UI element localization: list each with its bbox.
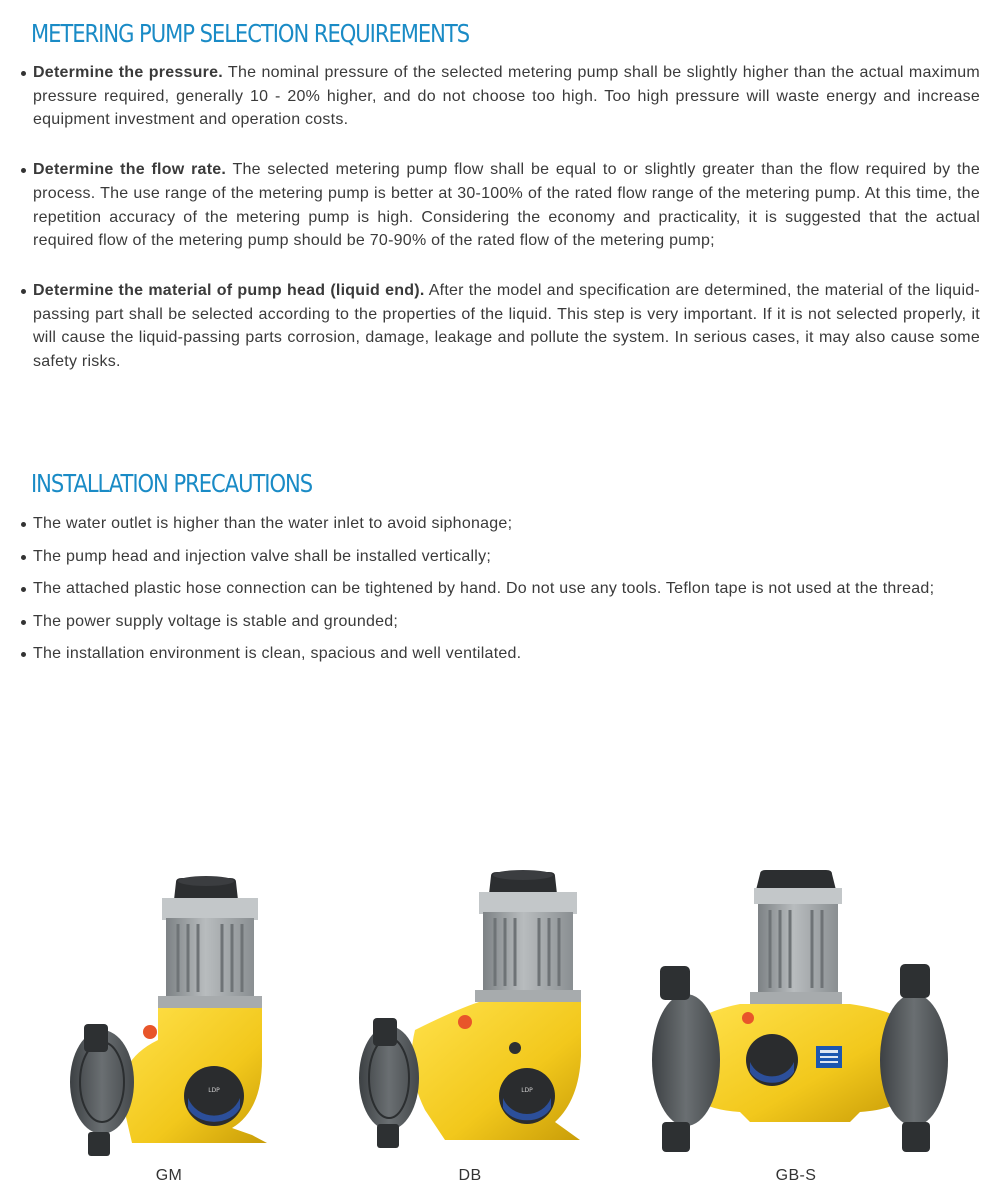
list-item-text: After the model and specification are determined, the material of the liquid-passing part shall be selected according to the properties of the liquid. This step is very important. If it is not selected properly, it will cause the liquid-passing parts corrosion, damage, leakage and pollute the system. In serious cases, it may also cause some safety risks.: [33, 281, 980, 371]
selection-requirements-list: [33, 61, 980, 400]
list-item-text: The selected metering pump flow shall be equal to or slightly greater than the flow required by the process. The use range of the metering pump is better at 30-100% of the rated flow range of the metering pump. At this time, the repetition accuracy of the metering pump is high. Considering the economy and practicality, it is suggested that the actual required flow of the metering pump should be 70-90% of the rated flow of the metering pump;: [33, 161, 981, 250]
svg-text:LDP: LDP: [208, 1087, 220, 1094]
list-item-lead: Determine the flow rate.: [33, 161, 227, 179]
list-item: The water outlet is higher than the water inlet to avoid siphonage;: [33, 512, 980, 545]
list-item: The power supply voltage is stable and grounded;: [33, 610, 980, 643]
pump-gm-photo: [62, 860, 282, 1160]
list-item: The pump head and injection valve shall be installed vertically;: [33, 545, 980, 578]
list-item: The installation environment is clean, spacious and well ventilated.: [33, 642, 980, 675]
list-item-text: The nominal pressure of the selected metering pump shall be slightly higher than the actual maximum pressure required, generally 10 - 20% higher, and do not choose too high. Too high pressure will waste energy and increase equipment investment and operation costs.: [33, 64, 980, 129]
product-caption: DB: [458, 1167, 482, 1184]
installation-precautions-list: [33, 512, 980, 675]
list-item-lead: Determine the pressure.: [33, 64, 223, 81]
pump-db-photo: [355, 860, 595, 1160]
product-caption: GM: [155, 1167, 183, 1184]
svg-text:LDP: LDP: [521, 1087, 533, 1094]
product-caption: GB-S: [775, 1167, 817, 1184]
list-item-lead: Determine the material of pump head (liquid end).: [33, 281, 425, 299]
installation-section-title: INSTALLATION PRECAUTIONS: [31, 469, 313, 498]
list-item: [33, 61, 980, 132]
list-item: The attached plastic hose connection can be tightened by hand. Do not use any tools. Teflon tape is not used at the thread;: [33, 577, 980, 610]
pump-gbs-photo: [650, 860, 950, 1160]
list-item: [33, 279, 980, 374]
selection-section-title: METERING PUMP SELECTION REQUIREMENTS: [31, 19, 470, 48]
list-item: [33, 158, 980, 253]
